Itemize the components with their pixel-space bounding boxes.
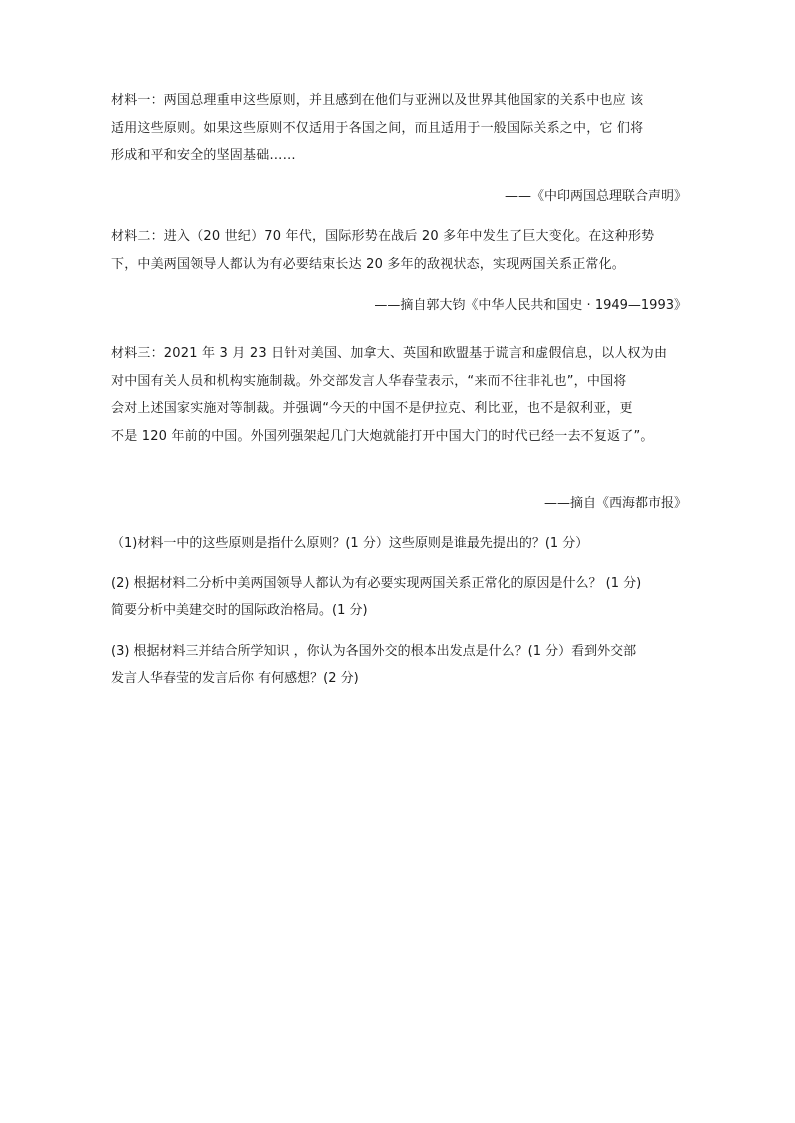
material-1-line: 材料一：两国总理重申这些原则，并且感到在他们与亚洲以及世界其他国家的关系中也应 该 — [111, 93, 644, 108]
question-3-line: 发言人华春莹的发言后你 有何感想？(2 分) — [111, 671, 359, 686]
question-2 — [111, 570, 701, 624]
material-1-line: 适用这些原则。如果这些原则不仅适用于各国之间，而且适用于一般国际关系之中，它 们将 — [111, 120, 644, 136]
material-3-line: 会对上述国家实施对等制裁。并强调“今天的中国不是伊拉克、利比亚，也不是叙利亚，更 — [111, 401, 633, 416]
material-3-source: ——摘自《西海都市报》 — [543, 496, 687, 511]
material-1-paragraph — [111, 87, 691, 170]
question-1 — [111, 530, 701, 557]
material-3-paragraph — [111, 340, 691, 450]
material-3-line: 不是 120 年前的中国。外国列强架起几门大炮就能打开中国大门的时代已经一去不复返了”。 — [111, 428, 654, 444]
question-1-line: （1)材料一中的这些原则是指什么原则？(1 分）这些原则是谁最先提出的？(1 分） — [111, 536, 589, 551]
material-2-source: ——摘自郭大钧《中华人民共和国史 · 1949—1993》 — [374, 298, 687, 313]
material-1-source: ——《中印两国总理联合声明》 — [504, 189, 687, 204]
material-2-line: 材料二：进入（20 世纪）70 年代，国际形势在战后 20 多年中发生了巨大变化。在这种形势 — [111, 229, 655, 244]
question-2-line: 简要分析中美建交时的国际政治格局。(1 分) — [111, 603, 368, 618]
material-3-line: 材料三：2021 年 3 月 23 日针对美国、加拿大、英国和欧盟基于谎言和虚假信息，以人权为由 — [111, 346, 668, 361]
question-3-line: (3) 根据材料三并结合所学知识 ，你认为各国外交的根本出发点是什么？(1 分）看到外交部 — [111, 644, 637, 659]
material-2-paragraph — [111, 223, 691, 278]
material-1-line: 形成和平和安全的坚固基础…… — [111, 148, 296, 163]
question-3 — [111, 638, 701, 692]
material-3-line: 对中国有关人员和机构实施制裁。外交部发言人华春莹表示，“来而不往非礼也”，中国将 — [111, 373, 627, 389]
material-2-line: 下，中美两国领导人都认为有必要结束长达 20 多年的敌视状态，实现两国关系正常化。 — [111, 256, 626, 272]
question-2-line: (2) 根据材料二分析中美两国领导人都认为有必要实现两国关系正常化的原因是什么？ (1 分) — [111, 576, 642, 591]
